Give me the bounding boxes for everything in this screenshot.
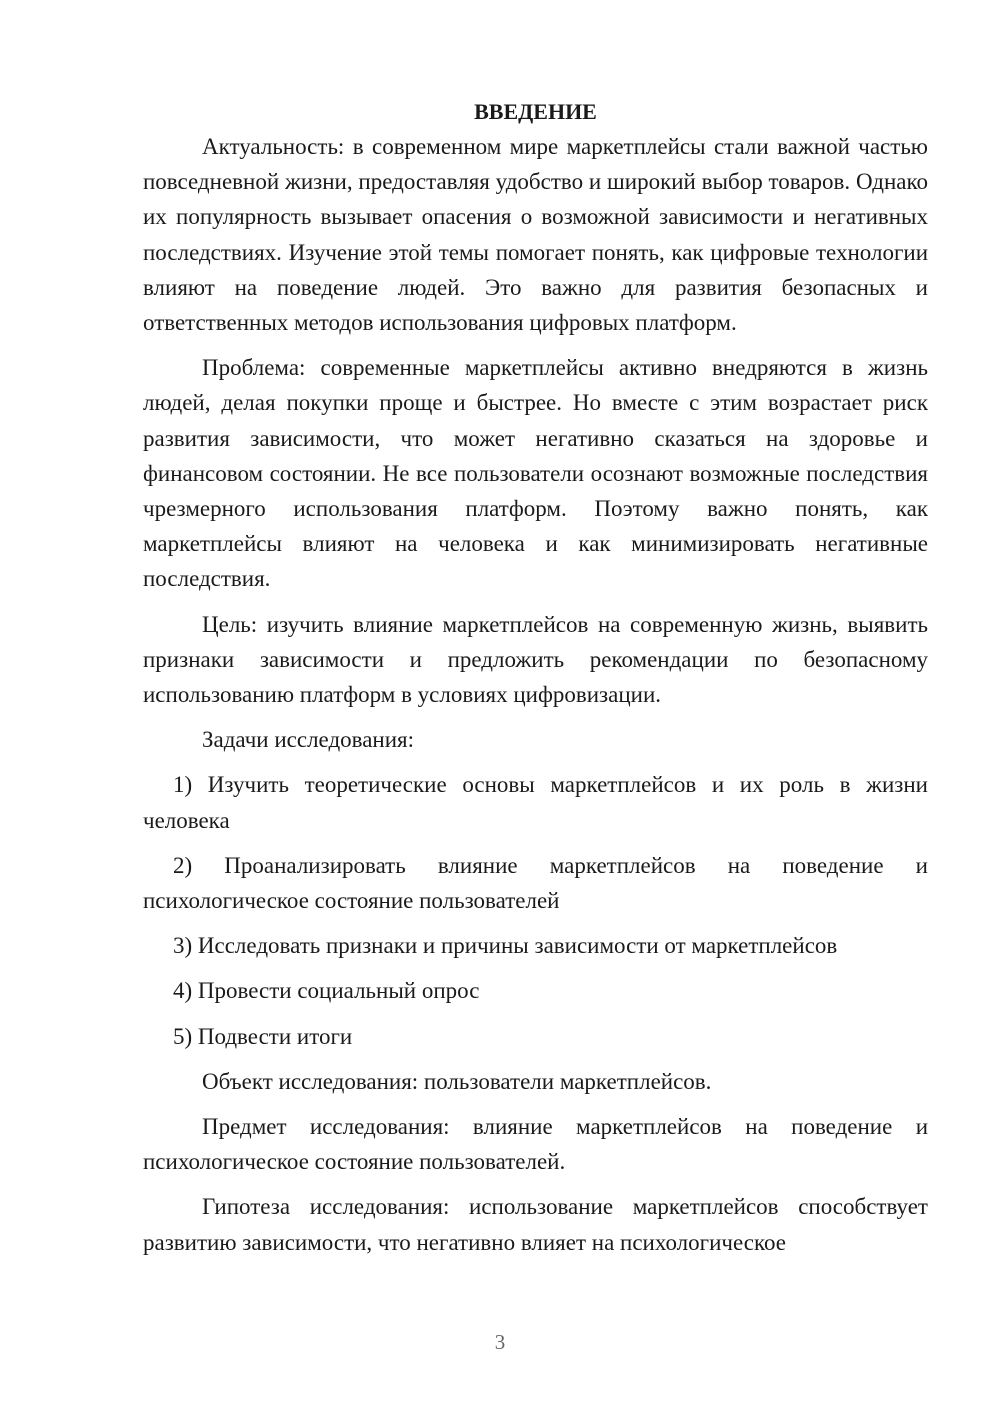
list-item: 5) Подвести итоги	[173, 1023, 353, 1049]
page-number: 3	[494, 1330, 506, 1354]
page-title: ВВЕДЕНИЕ	[474, 99, 597, 124]
list-item: 4) Провести социальный опрос	[173, 978, 480, 1004]
list-item: 2) Проанализировать влияние маркетплейсов на поведение и психологическое состояние пользователей	[143, 852, 928, 914]
paragraph-relevance: Актуальность: в современном мире маркетплейсы стали важной частью повседневной жизни, предоставляя удобство и широкий выбор товаров. Однако их популярность вызывает опасения о возможной зависимости и негативных последствиях. Изучение этой темы помогает понять, как цифровые технологии влияют на поведение людей. Это важно для развития безопасных и ответственных методов использования цифровых платформ.	[143, 134, 928, 336]
paragraph-problem: Проблема: современные маркетплейсы активно внедряются в жизнь людей, делая покупки проще и быстрее. Но вместе с этим возрастает риск развития зависимости, что может негативно сказаться на здоровье и финансовом состоянии. Не все пользователи осознают возможные последствия чрезмерного использования платформ. Поэтому важно понять, как маркетплейсы влияют на человека и как минимизировать негативные последствия.	[143, 355, 928, 592]
paragraph-hypothesis: Гипотеза исследования: использование маркетплейсов способствует развитию зависимости, что негативно влияет на психологическое	[143, 1194, 928, 1255]
tasks-list	[143, 767, 928, 1053]
paragraph-object: Объект исследования: пользователи маркетплейсов.	[202, 1068, 712, 1094]
list-item: 3) Исследовать признаки и причины зависимости от маркетплейсов	[173, 933, 838, 959]
list-item: 1) Изучить теоретические основы маркетплейсов и их роль в жизни человека	[143, 772, 928, 833]
page-content	[143, 94, 928, 1260]
tasks-heading: Задачи исследования:	[202, 727, 415, 753]
paragraph-subject: Предмет исследования: влияние маркетплейсов на поведение и психологическое состояние пользователей.	[143, 1114, 928, 1175]
paragraph-goal: Цель: изучить влияние маркетплейсов на современную жизнь, выявить признаки зависимости и предложить рекомендации по безопасному использованию платформ в условиях цифровизации.	[143, 611, 928, 708]
